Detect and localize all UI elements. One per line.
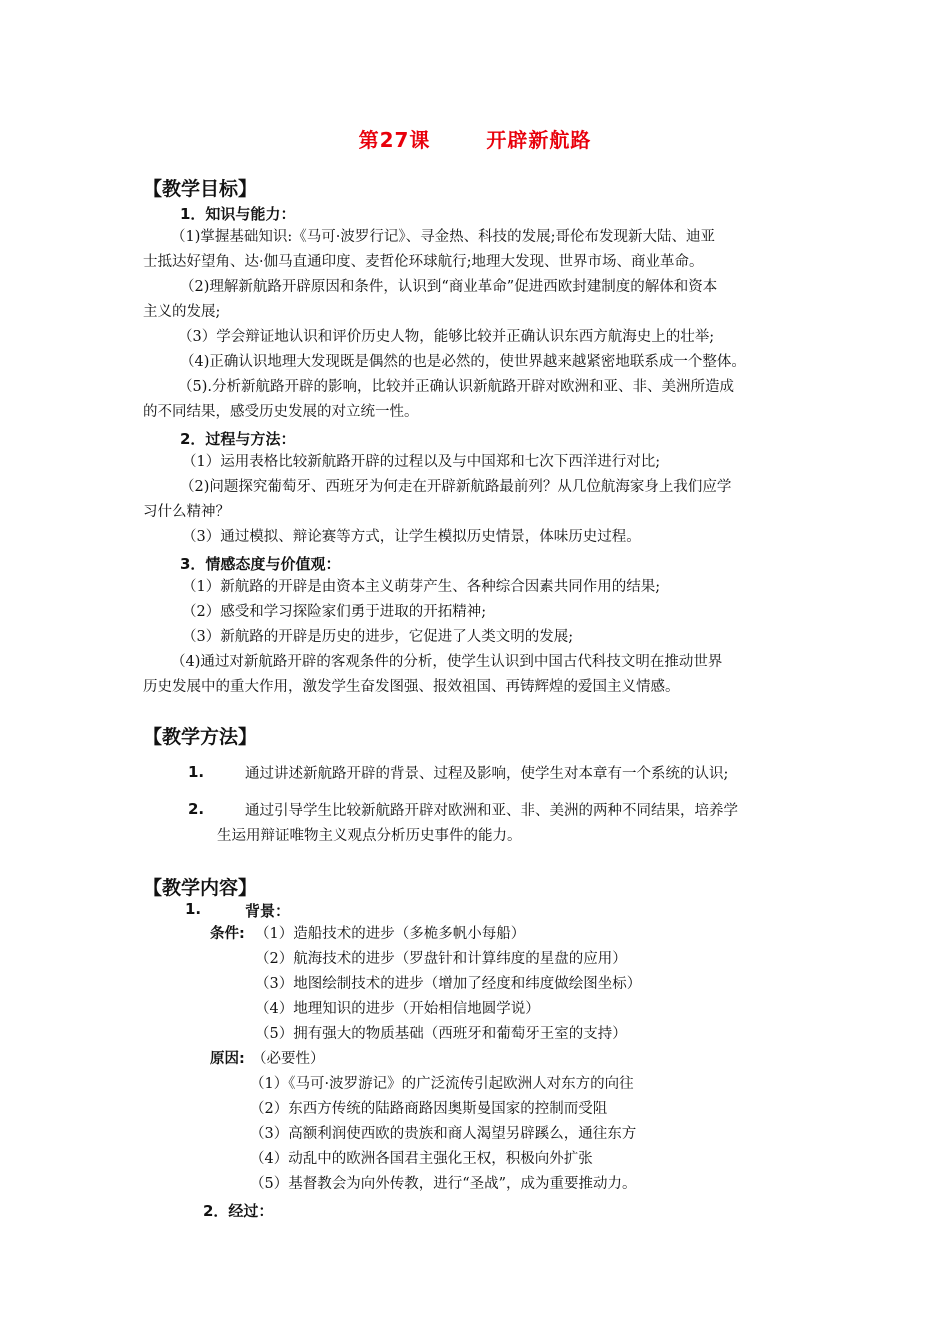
- goals-heading: 【教学目标】: [143, 178, 258, 200]
- goals-s3-item2: （2）感受和学习探险家们勇于进取的开拓精神;: [182, 604, 487, 620]
- condition-item: （5）拥有强大的物质基础（西班牙和葡萄牙王室的支持）: [255, 1026, 627, 1042]
- lesson-number: 第27课: [358, 128, 431, 152]
- background-number: 1.: [185, 900, 202, 918]
- methods-item1: 通过讲述新航路开辟的背景、过程及影响，使学生对本章有一个系统的认识;: [245, 766, 729, 782]
- goals-s3-item4-line2: 历史发展中的重大作用，激发学生奋发图强、报效祖国、再铸辉煌的爱国主义情感。: [143, 679, 680, 695]
- goals-s1-item5-line1: （5).分析新航路开辟的影响，比较并正确认识新航路开辟对欧洲和亚、非、美洲所造成: [178, 379, 734, 395]
- reason-item: （1）《马可·波罗游记》的广泛流传引起欧洲人对东方的向往: [250, 1076, 634, 1092]
- reason-item: （3）高额利润使西欧的贵族和商人渴望另辟蹊么，通往东方: [250, 1126, 637, 1142]
- goals-s2-item2-line2: 习什么精神？: [143, 504, 230, 520]
- conditions-label: 条件:: [210, 926, 245, 942]
- reason-item: （4）动乱中的欧洲各国君主强化王权，积极向外扩张: [250, 1151, 593, 1167]
- condition-item: （1）造船技术的进步（多桅多帆小每船）: [255, 926, 526, 942]
- methods-heading: 【教学方法】: [143, 726, 258, 748]
- background-title: 背景：: [245, 902, 291, 920]
- goals-s1-item1-line1: （1)掌握基础知识:《马可·波罗行记》、寻金热、科技的发展;哥伦布发现新大陆、迪亚: [171, 229, 716, 245]
- lesson-name: 开辟新航路: [486, 128, 592, 152]
- goals-s1-item1-line2: 士抵达好望角、达·伽马直通印度、麦哲伦环球航行;地理大发现、世界市场、商业革命。: [143, 254, 704, 270]
- goals-section3-title: 3．情感态度与价值观：: [180, 555, 341, 573]
- goals-s1-item5-line2: 的不同结果，感受历史发展的对立统一性。: [143, 404, 419, 420]
- goals-s2-item2-line1: （2)问题探究葡萄牙、西班牙为何走在开辟新航路最前列？从几位航海家身上我们应学: [180, 479, 732, 495]
- process-title: 2．经过：: [203, 1202, 274, 1220]
- reasons-label: 原因:: [210, 1051, 245, 1067]
- goals-s3-item3: （3）新航路的开辟是历史的进步，它促进了人类文明的发展;: [182, 629, 574, 645]
- goals-section1-title: 1．知识与能力：: [180, 205, 296, 223]
- condition-item: （4）地理知识的进步（开始相信地圆学说）: [255, 1001, 540, 1017]
- condition-item: （2）航海技术的进步（罗盘针和计算纬度的星盘的应用）: [255, 951, 627, 967]
- reason-item: （5）基督教会为向外传教，进行“圣战”，成为重要推动力。: [250, 1176, 637, 1192]
- goals-s3-item4-line1: （4)通过对新航路开辟的客观条件的分析，使学生认识到中国古代科技文明在推动世界: [171, 654, 723, 670]
- goals-s2-item1: （1）运用表格比较新航路开辟的过程以及与中国郑和七次下西洋进行对比;: [182, 454, 661, 470]
- goals-s2-item3: （3）通过模拟、辩论赛等方式，让学生模拟历史情景，体味历史过程。: [182, 529, 641, 545]
- methods-item2-line2: 生运用辩证唯物主义观点分析历史事件的能力。: [217, 828, 522, 844]
- goals-section2-title: 2．过程与方法：: [180, 430, 296, 448]
- goals-s1-item2-line1: （2)理解新航路开辟原因和条件，认识到“商业革命”促进西欧封建制度的解体和资本: [180, 279, 718, 295]
- reason-item: （2）东西方传统的陆路商路因奥斯曼国家的控制而受阻: [250, 1101, 608, 1117]
- methods-item2-number: 2.: [188, 800, 205, 818]
- goals-s1-item2-line2: 主义的发展;: [143, 304, 221, 320]
- goals-s1-item4: （4)正确认识地理大发现既是偶然的也是必然的，使世界越来越紧密地联系成一个整体。: [180, 354, 746, 370]
- page-title: [0, 124, 950, 153]
- reasons-note: （必要性）: [252, 1051, 325, 1067]
- goals-s3-item1: （1）新航路的开辟是由资本主义萌芽产生、各种综合因素共同作用的结果;: [182, 579, 661, 595]
- methods-item2-line1: 通过引导学生比较新航路开辟对欧洲和亚、非、美洲的两种不同结果，培养学: [245, 803, 738, 819]
- methods-item1-number: 1.: [188, 763, 205, 781]
- content-heading: 【教学内容】: [143, 877, 258, 899]
- goals-s1-item3: （3）学会辩证地认识和评价历史人物，能够比较并正确认识东西方航海史上的壮举;: [178, 329, 715, 345]
- condition-item: （3）地图绘制技术的进步（增加了经度和纬度做绘图坐标）: [255, 976, 642, 992]
